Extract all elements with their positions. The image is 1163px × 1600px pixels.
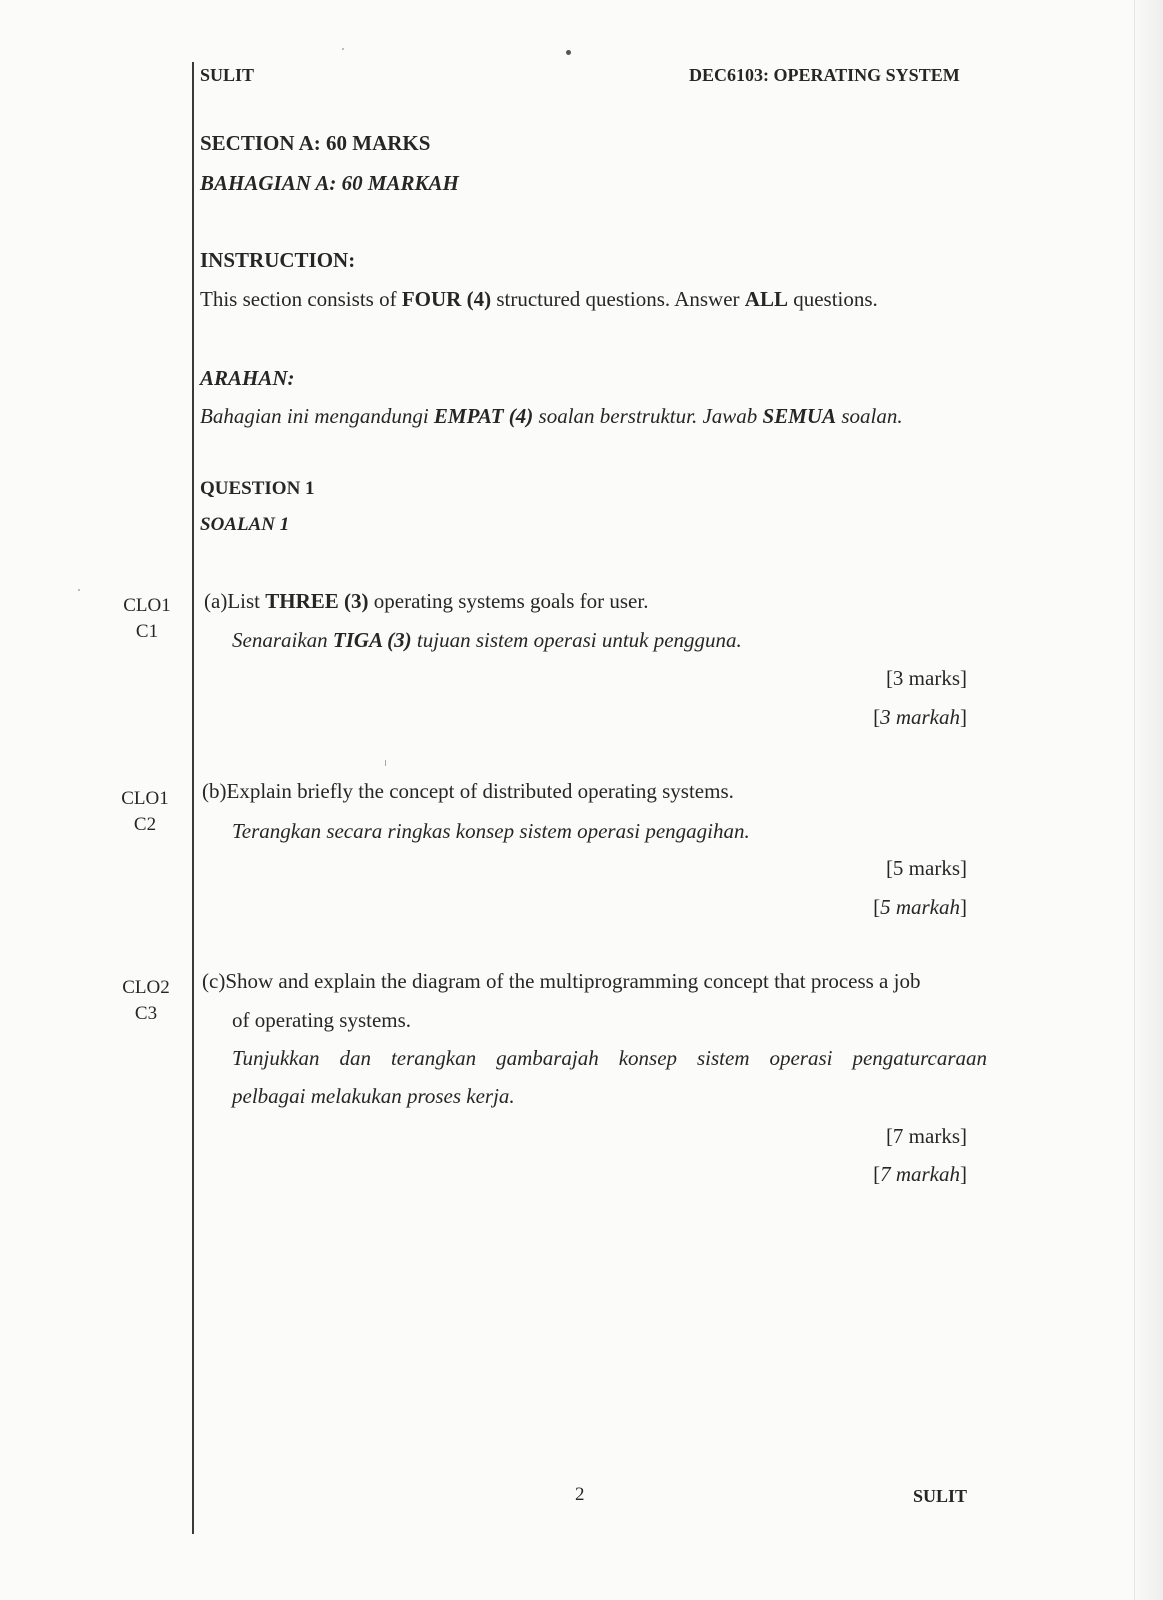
part-a-markah-close: ]	[960, 705, 967, 729]
part-b-marks: [5 marks]	[885, 856, 967, 880]
header-classification: SULIT	[200, 65, 255, 85]
instruction-all: ALL	[744, 287, 788, 311]
part-a-markah-open: [	[873, 705, 881, 729]
arahan-text-middle: soalan berstruktur. Jawab	[533, 404, 763, 428]
part-a-markah	[873, 705, 967, 730]
part-b-clo-code: CLO1	[121, 788, 169, 809]
part-c-question	[202, 969, 920, 994]
page-number: 2	[575, 1484, 585, 1505]
part-c-markah	[873, 1162, 967, 1187]
part-c-en-line2: of operating systems.	[232, 1008, 412, 1032]
part-c-clo-code: CLO2	[122, 977, 170, 998]
part-c-clo	[116, 975, 176, 1027]
scan-speck	[566, 50, 571, 55]
arahan-text-after: soalan.	[836, 404, 903, 428]
part-a-marks: [3 marks]	[885, 666, 967, 690]
section-title: SECTION A: 60 MARKS	[200, 131, 431, 155]
page-edge-line	[1134, 0, 1135, 1600]
part-c-level: C3	[134, 1003, 158, 1024]
part-b-clo	[115, 786, 175, 838]
part-a-question-ms	[232, 628, 742, 653]
instruction-text-middle: structured questions. Answer	[491, 287, 745, 311]
arahan-count: EMPAT (4)	[433, 404, 534, 428]
instruction-text	[200, 287, 878, 312]
header-course-title: DEC6103: OPERATING SYSTEM	[689, 65, 960, 85]
part-b-label: (b)	[202, 779, 227, 803]
instruction-label: INSTRUCTION:	[200, 248, 356, 272]
part-b-level: C2	[133, 814, 157, 835]
part-c-ms-line1: Tunjukkan dan terangkan gambarajah konsep sistem operasi pengaturcaraan	[232, 1046, 987, 1070]
part-a-question	[204, 589, 648, 614]
part-a-en-bold: THREE (3)	[265, 589, 369, 613]
scan-speck	[342, 48, 344, 50]
part-c-ms-line2: pelbagai melakukan proses kerja.	[232, 1084, 515, 1108]
arahan-text	[200, 404, 903, 429]
part-a-markah-text: 3 markah	[880, 705, 960, 729]
footer-classification: SULIT	[912, 1486, 967, 1506]
margin-rule	[192, 62, 194, 1534]
part-b-en: Explain briefly the concept of distributed operating systems.	[226, 779, 734, 803]
part-a-clo	[117, 593, 177, 645]
section-title-ms: BAHAGIAN A: 60 MARKAH	[200, 171, 459, 195]
part-b-markah-close: ]	[960, 895, 967, 919]
part-b-markah-open: [	[873, 895, 881, 919]
part-a-label: (a)	[204, 589, 228, 613]
part-c-markah-open: [	[873, 1162, 881, 1186]
part-a-ms-after: tujuan sistem operasi untuk pengguna.	[411, 628, 742, 652]
part-c-markah-close: ]	[960, 1162, 967, 1186]
part-a-ms-bold: TIGA (3)	[332, 628, 412, 652]
part-a-en-before: List	[227, 589, 266, 613]
scan-speck	[78, 589, 80, 591]
instruction-text-before: This section consists of	[200, 287, 402, 311]
part-c-marks: [7 marks]	[885, 1124, 967, 1148]
arahan-label: ARAHAN:	[200, 366, 295, 390]
part-a-en-after: operating systems goals for user.	[368, 589, 649, 613]
part-b-question	[202, 779, 734, 804]
question-title: QUESTION 1	[200, 478, 315, 499]
part-b-markah	[873, 895, 967, 920]
part-c-markah-text: 7 markah	[880, 1162, 960, 1186]
scan-speck	[385, 760, 386, 766]
part-b-markah-text: 5 markah	[880, 895, 960, 919]
instruction-text-after: questions.	[787, 287, 878, 311]
arahan-all: SEMUA	[762, 404, 837, 428]
part-a-clo-code: CLO1	[123, 595, 171, 616]
question-title-ms: SOALAN 1	[200, 514, 290, 535]
instruction-count: FOUR (4)	[401, 287, 492, 311]
part-a-level: C1	[135, 621, 159, 642]
part-a-ms-before: Senaraikan	[232, 628, 333, 652]
part-c-en-line1: Show and explain the diagram of the multiprogramming concept that process a job	[225, 969, 921, 993]
part-c-label: (c)	[202, 969, 226, 993]
arahan-text-before: Bahagian ini mengandungi	[200, 404, 434, 428]
part-b-question-ms: Terangkan secara ringkas konsep sistem operasi pengagihan.	[232, 819, 750, 843]
